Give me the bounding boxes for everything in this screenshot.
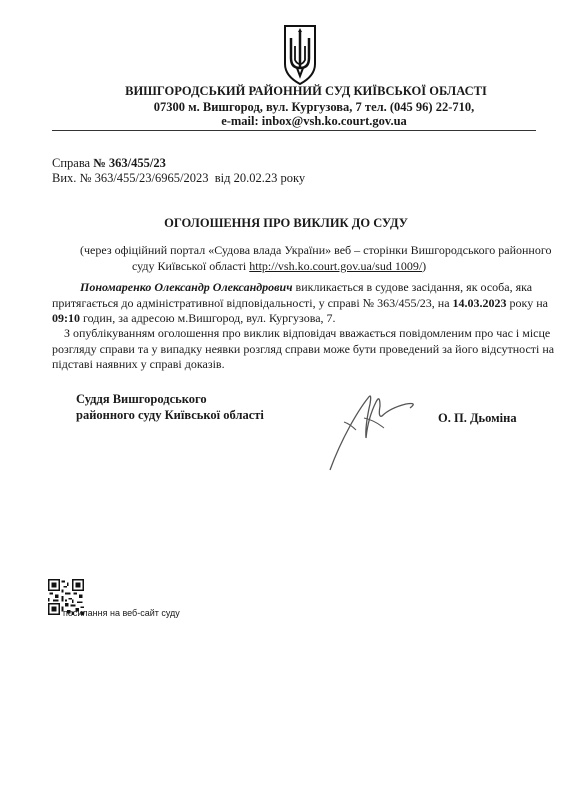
court-website-link[interactable]: http://vsh.ko.court.gov.ua/sud 1009/ bbox=[249, 258, 423, 273]
handwritten-signature bbox=[310, 378, 425, 478]
notice-title: ОГОЛОШЕННЯ ПРО ВИКЛИК ДО СУДУ bbox=[164, 216, 408, 230]
p2-line-1: З опублікуванням оголошення про виклик відповідач вважається повідомленим про час і місце bbox=[64, 326, 551, 340]
outgoing-number: Вих. № 363/455/23/6965/2023 bbox=[52, 171, 209, 185]
hearing-date: 14.03.2023 bbox=[452, 295, 507, 310]
intro-line-2 bbox=[80, 259, 551, 275]
intro-suffix: ) bbox=[422, 258, 427, 273]
court-email: e-mail: inbox@vsh.ko.court.gov.ua bbox=[221, 114, 407, 128]
outgoing-date: від 20.02.23 року bbox=[214, 171, 306, 185]
summoned-person-name: Пономаренко Олександр Олександрович bbox=[80, 280, 293, 294]
header-divider bbox=[52, 130, 536, 131]
p1-line-3 bbox=[52, 311, 538, 327]
intro-line-1: (через офіційний портал «Судова влада України» веб – сторінки Вишгородського районного bbox=[80, 243, 552, 257]
notice-intro bbox=[80, 243, 551, 274]
p2-line-2: розгляду справи та у випадку неявки розгляд справи може бути проведений за його відсутності на bbox=[52, 341, 555, 356]
p1-line-2 bbox=[52, 295, 548, 312]
judge-title-line-1: Суддя Вишгородського bbox=[76, 392, 207, 406]
p1-line-2-end: року на bbox=[506, 295, 548, 310]
coat-of-arms-emblem bbox=[282, 24, 318, 86]
outgoing-reference bbox=[52, 171, 305, 186]
court-address: 07300 м. Вишгород, вул. Кургузова, 7 тел. (045 96) 22-710, bbox=[153, 100, 475, 114]
p1-line-3-text: годин, за адресою м.Вишгород, вул. Кургузова, 7. bbox=[80, 311, 336, 326]
intro-prefix: суду Київської області bbox=[132, 258, 250, 273]
p2-line-3: підставі наявних у справі доказів. bbox=[52, 357, 225, 372]
judge-name: О. П. Дьоміна bbox=[438, 411, 517, 425]
p1-line-1-text: викликається в судове засідання, як особа, яка bbox=[292, 280, 533, 294]
p1-line-2-text: притягається до адміністративної відповідальності, у справі № 363/455/23, на bbox=[52, 295, 453, 310]
consequence-paragraph bbox=[52, 326, 555, 373]
case-reference bbox=[52, 156, 166, 171]
judge-title-line-2: районного суду Київської області bbox=[76, 408, 264, 422]
court-name-heading: ВИШГОРОДСЬКИЙ РАЙОННИЙ СУД КИЇВСЬКОЇ ОБЛАСТІ bbox=[125, 84, 487, 98]
hearing-time: 09:10 bbox=[52, 311, 80, 326]
p1-line-1 bbox=[52, 280, 538, 296]
case-number: № 363/455/23 bbox=[93, 156, 166, 170]
summons-paragraph bbox=[52, 280, 548, 327]
case-label: Справа bbox=[52, 156, 94, 170]
qr-caption: посилання на веб-сайт суду bbox=[63, 608, 180, 618]
judge-title bbox=[76, 391, 264, 423]
